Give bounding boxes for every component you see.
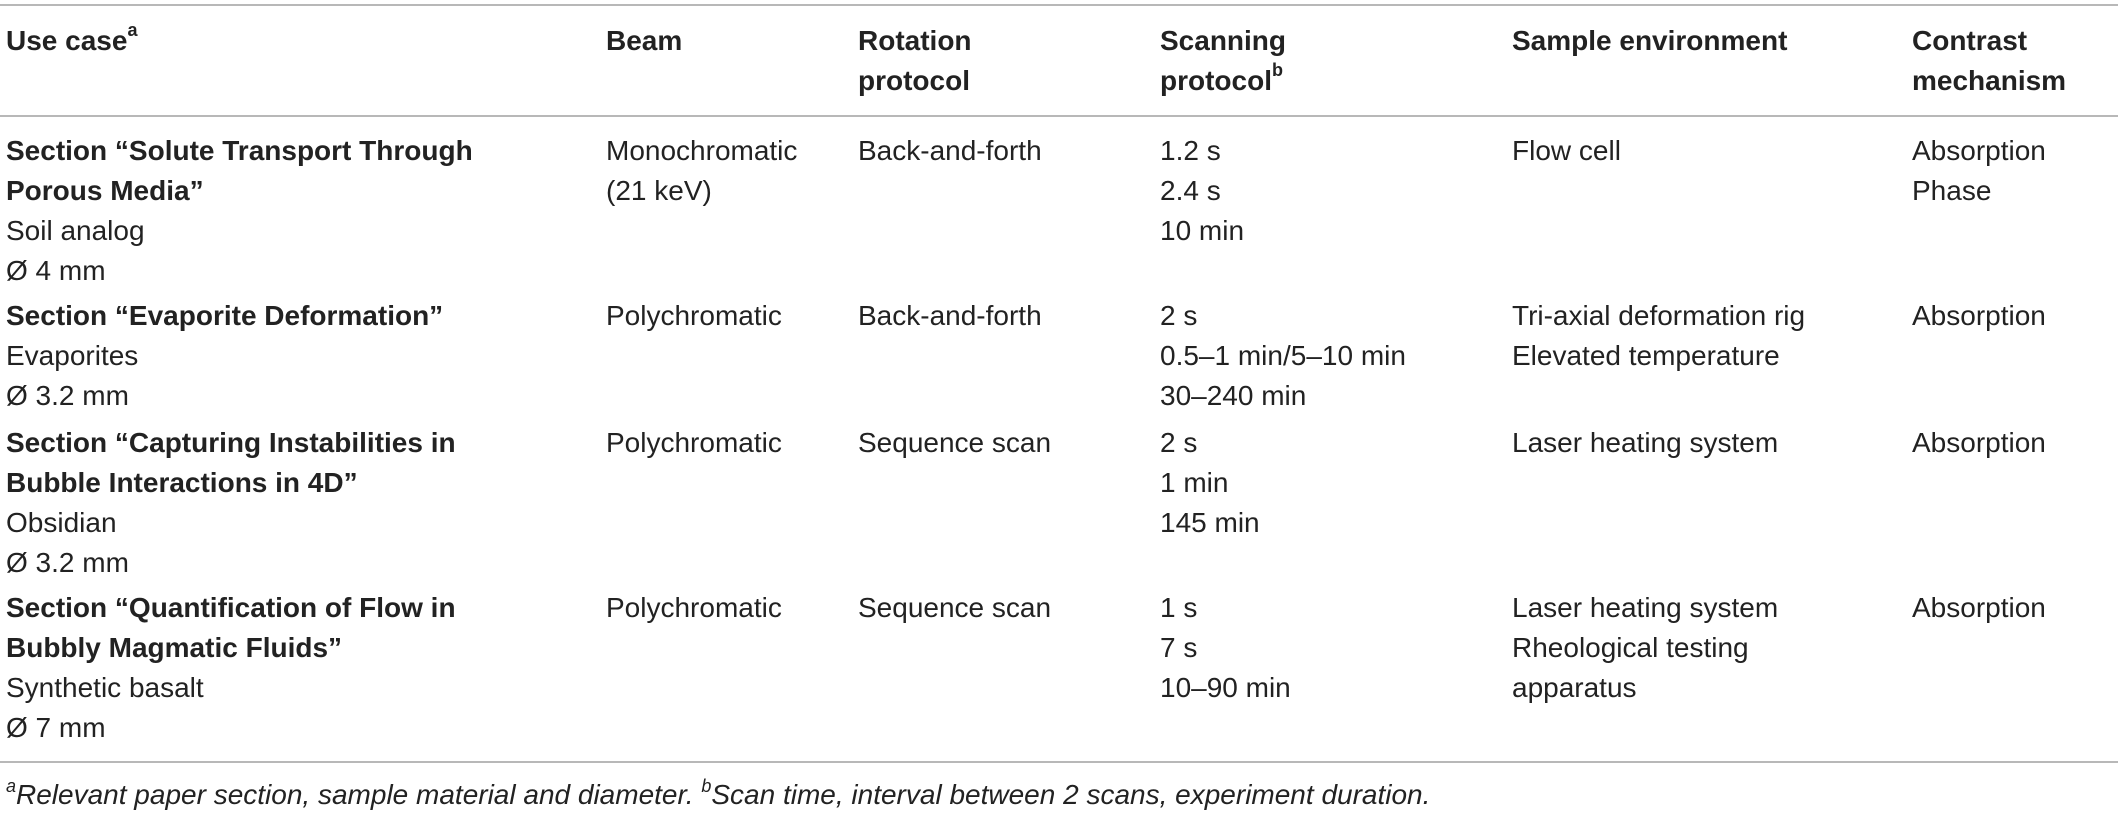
cell-use-case bbox=[6, 296, 443, 416]
header-use-case-footnote-marker: a bbox=[127, 20, 138, 40]
beam-line: (21 keV) bbox=[606, 175, 712, 206]
sample-diameter: Ø 3.2 mm bbox=[6, 547, 129, 578]
header-scanning-line-2-text: protocol bbox=[1160, 65, 1272, 96]
footnote-b-marker: b bbox=[701, 776, 712, 796]
use-case-title-line: Section “Evaporite Deformation” bbox=[6, 300, 444, 331]
experiment-duration: 30–240 min bbox=[1160, 380, 1307, 411]
scan-time: 2 s bbox=[1160, 300, 1198, 331]
footnote-b-text: Scan time, interval between 2 scans, experiment duration. bbox=[711, 779, 1431, 810]
cell-environment bbox=[1512, 423, 1778, 463]
header-rotation-line-2: protocol bbox=[858, 65, 970, 96]
cell-environment bbox=[1512, 296, 1805, 376]
header-environment-label: Sample environment bbox=[1512, 25, 1788, 56]
experiment-duration: 10 min bbox=[1160, 215, 1245, 246]
header-beam bbox=[606, 21, 682, 61]
scan-interval: 1 min bbox=[1160, 467, 1229, 498]
cell-scanning bbox=[1160, 588, 1291, 708]
beam-line: Monochromatic bbox=[606, 135, 798, 166]
use-case-title-line: Porous Media” bbox=[6, 175, 204, 206]
rotation-line: Back-and-forth bbox=[858, 300, 1042, 331]
use-case-title-line: Section “Capturing Instabilities in bbox=[6, 427, 456, 458]
header-contrast-mechanism bbox=[1912, 21, 2066, 101]
cell-rotation bbox=[858, 588, 1051, 628]
cell-use-case bbox=[6, 423, 456, 583]
experiment-duration: 10–90 min bbox=[1160, 672, 1291, 703]
cell-environment bbox=[1512, 588, 1778, 708]
header-rule bbox=[0, 115, 2118, 117]
header-scanning-protocol bbox=[1160, 21, 1286, 101]
header-contrast-line-1: Contrast bbox=[1912, 25, 2028, 56]
environment-line: Laser heating system bbox=[1512, 592, 1779, 623]
environment-line: Tri-axial deformation rig bbox=[1512, 300, 1806, 331]
header-scanning-line-2 bbox=[1160, 61, 1286, 101]
footnote-a-text: Relevant paper section, sample material and diameter. bbox=[16, 779, 702, 810]
header-rotation-protocol bbox=[858, 21, 972, 101]
cell-contrast bbox=[1912, 296, 2046, 336]
cell-contrast bbox=[1912, 588, 2046, 628]
header-use-case-label: Use case bbox=[6, 25, 128, 56]
sample-material: Obsidian bbox=[6, 507, 117, 538]
sample-diameter: Ø 3.2 mm bbox=[6, 380, 129, 411]
sample-diameter: Ø 7 mm bbox=[6, 712, 106, 743]
cell-use-case bbox=[6, 588, 456, 748]
sample-material: Synthetic basalt bbox=[6, 672, 204, 703]
cell-beam bbox=[606, 588, 782, 628]
use-case-title-line: Section “Solute Transport Through bbox=[6, 135, 473, 166]
cell-rotation bbox=[858, 296, 1042, 336]
scan-interval: 2.4 s bbox=[1160, 175, 1221, 206]
header-beam-label: Beam bbox=[606, 25, 683, 56]
cell-scanning bbox=[1160, 423, 1260, 543]
environment-line: Flow cell bbox=[1512, 135, 1621, 166]
sample-diameter: Ø 4 mm bbox=[6, 255, 106, 286]
rotation-line: Back-and-forth bbox=[858, 135, 1042, 166]
sample-material: Soil analog bbox=[6, 215, 145, 246]
contrast-line: Absorption bbox=[1912, 427, 2046, 458]
cell-use-case bbox=[6, 131, 473, 291]
environment-line: Laser heating system bbox=[1512, 427, 1779, 458]
scan-time: 1.2 s bbox=[1160, 135, 1221, 166]
cell-beam bbox=[606, 296, 782, 336]
sample-material: Evaporites bbox=[6, 340, 139, 371]
table-top-rule bbox=[0, 4, 2118, 6]
environment-line: Rheological testing bbox=[1512, 632, 1749, 663]
header-use-case bbox=[6, 21, 137, 61]
header-contrast-line-2: mechanism bbox=[1912, 65, 2067, 96]
beam-line: Polychromatic bbox=[606, 427, 782, 458]
header-rotation-line-1: Rotation bbox=[858, 25, 972, 56]
rotation-line: Sequence scan bbox=[858, 427, 1052, 458]
cell-rotation bbox=[858, 131, 1042, 171]
experiment-duration: 145 min bbox=[1160, 507, 1260, 538]
cell-environment bbox=[1512, 131, 1621, 171]
header-sample-environment bbox=[1512, 21, 1787, 61]
cell-scanning bbox=[1160, 131, 1244, 251]
header-scanning-line-1: Scanning bbox=[1160, 25, 1287, 56]
table-footnote bbox=[6, 775, 1430, 815]
contrast-line: Absorption bbox=[1912, 300, 2046, 331]
beam-line: Polychromatic bbox=[606, 592, 782, 623]
cell-beam bbox=[606, 423, 782, 463]
cell-rotation bbox=[858, 423, 1051, 463]
environment-line: Elevated temperature bbox=[1512, 340, 1780, 371]
cell-contrast bbox=[1912, 423, 2046, 463]
use-case-title-line: Bubble Interactions in 4D” bbox=[6, 467, 358, 498]
table-bottom-rule bbox=[0, 761, 2118, 763]
footnote-a-marker: a bbox=[6, 776, 17, 796]
use-case-title-line: Bubbly Magmatic Fluids” bbox=[6, 632, 343, 663]
scan-interval: 7 s bbox=[1160, 632, 1198, 663]
cell-beam bbox=[606, 131, 797, 211]
contrast-line: Absorption bbox=[1912, 592, 2046, 623]
beam-line: Polychromatic bbox=[606, 300, 782, 331]
scan-time: 2 s bbox=[1160, 427, 1198, 458]
rotation-line: Sequence scan bbox=[858, 592, 1052, 623]
scan-interval: 0.5–1 min/5–10 min bbox=[1160, 340, 1406, 371]
contrast-line: Phase bbox=[1912, 175, 1992, 206]
contrast-line: Absorption bbox=[1912, 135, 2046, 166]
environment-line: apparatus bbox=[1512, 672, 1637, 703]
header-scanning-footnote-marker: b bbox=[1272, 60, 1283, 80]
cell-contrast bbox=[1912, 131, 2046, 211]
use-case-title-line: Section “Quantification of Flow in bbox=[6, 592, 456, 623]
scan-time: 1 s bbox=[1160, 592, 1198, 623]
cell-scanning bbox=[1160, 296, 1406, 416]
